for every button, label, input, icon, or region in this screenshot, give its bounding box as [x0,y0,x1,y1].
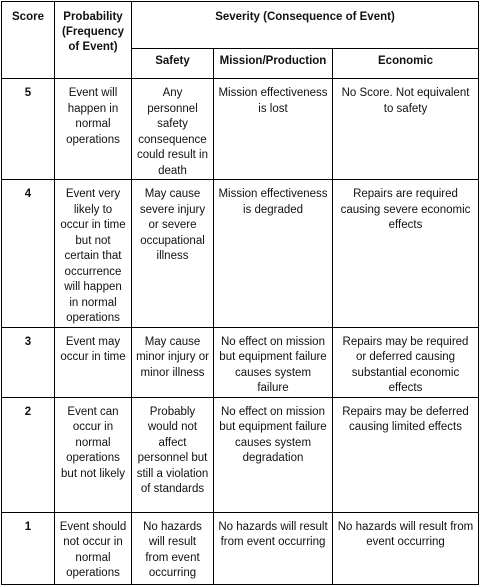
score-cell: 2 [2,397,55,512]
probability-cell: Event may occur in time [55,327,132,397]
score-cell: 5 [2,79,55,180]
economic-cell: Repairs may be required or deferred causing substantial economic effects [333,327,479,397]
economic-cell: No Score. Not equivalent to safety [333,79,479,180]
table-row [2,512,479,584]
table-row [2,180,479,328]
probability-cell: Event will happen in normal operations [55,79,132,180]
safety-header: Safety [132,49,214,79]
score-cell: 1 [2,512,55,584]
economic-cell: Repairs are required causing severe economic effects [333,180,479,328]
risk-matrix-table [1,1,479,585]
probability-cell: Event very likely to occur in time but not certain that occurrence will happen in normal operations [55,180,132,328]
safety-cell: Any personnel safety consequence could result in death [132,79,214,180]
mission-cell: No effect on mission but equipment failure causes system degradation [214,397,333,512]
score-cell: 3 [2,327,55,397]
severity-header: Severity (Consequence of Event) [132,2,479,49]
mission-cell: No effect on mission but equipment failure causes system failure [214,327,333,397]
safety-cell: Probably would not affect personnel but still a violation of standards [132,397,214,512]
mission-cell: Mission effectiveness is degraded [214,180,333,328]
economic-cell: Repairs may be deferred causing limited effects [333,397,479,512]
probability-header: Probability (Frequency of Event) [55,2,132,79]
safety-cell: No hazards will result from event occurring [132,512,214,584]
safety-cell: May cause minor injury or minor illness [132,327,214,397]
header-row [2,2,479,49]
table-row [2,79,479,180]
mission-cell: Mission effectiveness is lost [214,79,333,180]
probability-cell: Event should not occur in normal operations [55,512,132,584]
probability-cell: Event can occur in normal operations but not likely [55,397,132,512]
economic-cell: No hazards will result from event occurring [333,512,479,584]
mission-header: Mission/Production [214,49,333,79]
safety-cell: May cause severe injury or severe occupational illness [132,180,214,328]
score-header: Score [2,2,55,79]
mission-cell: No hazards will result from event occurring [214,512,333,584]
table-row [2,327,479,397]
table-row [2,397,479,512]
economic-header: Economic [333,49,479,79]
score-cell: 4 [2,180,55,328]
